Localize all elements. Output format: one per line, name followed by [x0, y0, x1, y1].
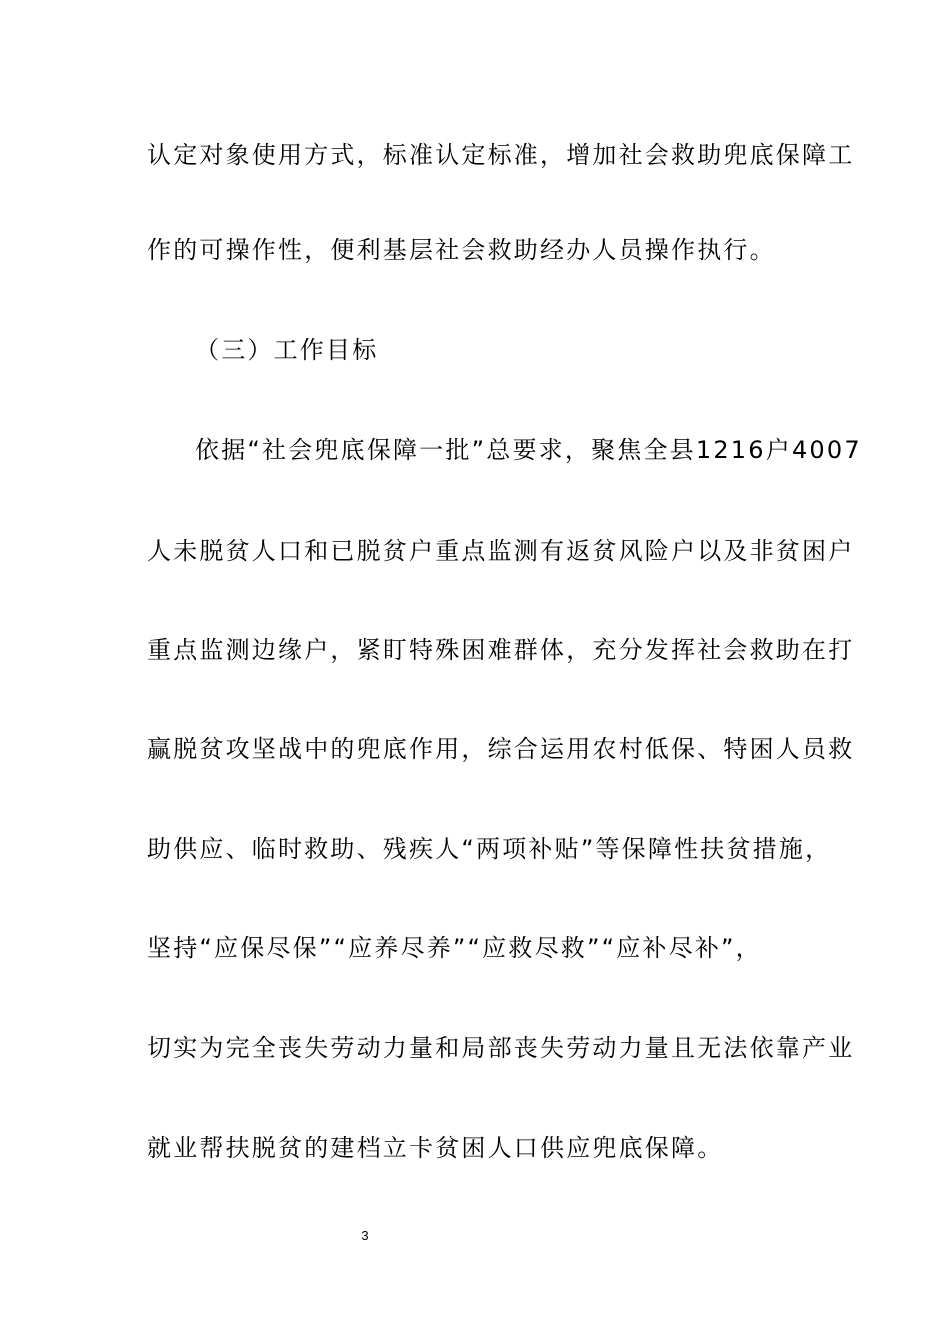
paragraph-line-7: 助供应、临时救助、残疾人“两项补贴”等保障性扶贫措施， — [147, 835, 832, 863]
paragraph-line-10: 就业帮扶脱贫的建档立卡贫困人口供应兜底保障。 — [147, 1134, 724, 1162]
paragraph-line-1: 认定对象使用方式，标准认定标准，增加社会救助兜底保障工 — [147, 141, 855, 169]
paragraph-line-8: 坚持“应保尽保”“应养尽养”“应救尽救”“应补尽补”， — [147, 934, 762, 962]
section-heading: （三）工作目标 — [195, 336, 379, 364]
paragraph-line-9: 切实为完全丧失劳动力量和局部丧失劳动力量且无法依靠产业 — [147, 1034, 855, 1062]
paragraph-line-5: 重点监测边缘户，紧盯特殊困难群体，充分发挥社会救助在打 — [147, 636, 855, 664]
paragraph-line-2: 作的可操作性，便利基层社会救助经办人员操作执行。 — [147, 236, 776, 264]
paragraph-line-3: 依据“社会兜底保障一批”总要求，聚焦全县1216户4007 — [195, 436, 862, 464]
paragraph-line-6: 赢脱贫攻坚战中的兜底作用，综合运用农村低保、特困人员救 — [147, 735, 855, 763]
page-number: 3 — [361, 1228, 369, 1243]
paragraph-line-4: 人未脱贫人口和已脱贫户重点监测有返贫风险户以及非贫困户 — [147, 537, 855, 565]
